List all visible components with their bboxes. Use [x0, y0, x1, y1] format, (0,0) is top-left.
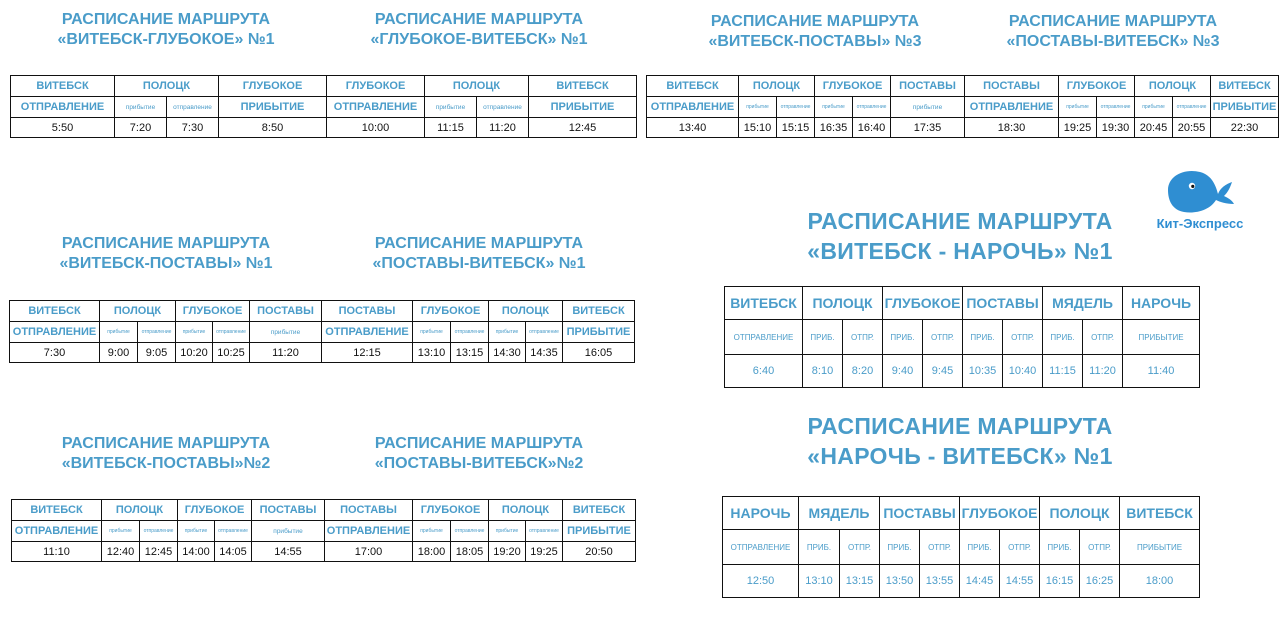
schedule-table-vitebsk-glubokoe-1 — [10, 75, 637, 138]
arrival-label: ПРИБ. — [963, 320, 1003, 355]
station-header: ГЛУБОКОЕ — [413, 500, 489, 521]
arrival-label: прибытие — [178, 521, 215, 542]
station-header: ПОСТАВЫ — [965, 76, 1059, 97]
station-header: ПОЛОЦК — [102, 500, 178, 521]
arrival-label: прибытие — [891, 97, 965, 118]
station-header: ПОСТАВЫ — [325, 500, 413, 521]
departure-label: отправление — [167, 97, 219, 118]
departure-label: отправление — [1173, 97, 1211, 118]
departure-label: отправление — [213, 322, 250, 343]
departure-label: отправление — [1097, 97, 1135, 118]
station-header: ПОСТАВЫ — [963, 287, 1043, 320]
time-cell: 16:40 — [853, 118, 891, 138]
time-cell: 9:05 — [138, 343, 176, 363]
station-header: ГЛУБОКОЕ — [176, 301, 250, 322]
station-header: ВИТЕБСК — [563, 301, 635, 322]
time-cell: 7:30 — [167, 118, 219, 138]
schedule-table-vitebsk-postavy-3 — [646, 75, 1279, 138]
time-cell: 17:00 — [325, 542, 413, 562]
station-header: ПОЛОЦК — [425, 76, 529, 97]
station-header: ГЛУБОКОЕ — [815, 76, 891, 97]
departure-label: ОТПРАВЛЕНИЕ — [12, 521, 102, 542]
arrival-label: прибытие — [489, 521, 526, 542]
time-cell: 10:25 — [213, 343, 250, 363]
time-cell: 12:40 — [102, 542, 140, 562]
route-title-line1: РАСПИСАНИЕ МАРШРУТА — [807, 208, 1113, 234]
arrival-label: прибытие — [115, 97, 167, 118]
station-header: ГЛУБОКОЕ — [219, 76, 327, 97]
station-header: ГЛУБОКОЕ — [960, 497, 1040, 530]
departure-label: ОТПР. — [1083, 320, 1123, 355]
route-title-line2: «ВИТЕБСК-ПОСТАВЫ» №1 — [59, 255, 273, 272]
time-cell: 11:15 — [1043, 355, 1083, 388]
departure-label: ОТПРАВЛЕНИЕ — [647, 97, 739, 118]
station-header: ПОЛОЦК — [1040, 497, 1120, 530]
route-title-line2: «ВИТЕБСК-ПОСТАВЫ»№2 — [61, 455, 271, 472]
schedule-table-naroch-vitebsk-1 — [722, 496, 1200, 598]
departure-label: ОТПРАВЛЕНИЕ — [327, 97, 425, 118]
route-title — [968, 12, 1258, 52]
departure-label: ОТПР. — [920, 530, 960, 565]
departure-label: отправление — [451, 521, 489, 542]
time-cell: 13:15 — [451, 343, 489, 363]
arrival-label: прибытие — [176, 322, 213, 343]
route-title-line2: «ВИТЕБСК-ГЛУБОКОЕ» №1 — [57, 31, 275, 48]
arrival-label: прибытие — [815, 97, 853, 118]
arrival-label: ПРИБЫТИЕ — [1123, 320, 1200, 355]
time-cell: 14:30 — [489, 343, 526, 363]
route-title — [28, 234, 304, 274]
departure-label: отправление — [140, 521, 178, 542]
station-header: ВИТЕБСК — [529, 76, 637, 97]
time-cell: 5:50 — [11, 118, 115, 138]
time-cell: 18:00 — [413, 542, 451, 562]
departure-label: ОТПРАВЛЕНИЕ — [325, 521, 413, 542]
station-header: ПОЛОЦК — [489, 500, 563, 521]
route-title-line1: РАСПИСАНИЕ МАРШРУТА — [61, 435, 271, 452]
time-cell: 13:15 — [840, 565, 880, 598]
time-cell: 17:35 — [891, 118, 965, 138]
time-cell: 7:30 — [10, 343, 100, 363]
route-title — [748, 207, 1172, 267]
time-cell: 11:20 — [477, 118, 529, 138]
arrival-label: ПРИБЫТИЕ — [529, 97, 637, 118]
departure-label: ОТПРАВЛЕНИЕ — [11, 97, 115, 118]
time-cell: 10:20 — [176, 343, 213, 363]
station-header: ПОСТАВЫ — [322, 301, 413, 322]
time-cell: 12:45 — [140, 542, 178, 562]
arrival-label: ПРИБ. — [880, 530, 920, 565]
schedule-table-vitebsk-postavy-2 — [11, 499, 636, 562]
arrival-label: ПРИБ. — [883, 320, 923, 355]
station-header: ГЛУБОКОЕ — [327, 76, 425, 97]
arrival-label: прибытие — [413, 322, 451, 343]
station-header: ПОЛОЦК — [803, 287, 883, 320]
time-cell: 14:35 — [526, 343, 563, 363]
time-cell: 16:35 — [815, 118, 853, 138]
departure-label: отправление — [215, 521, 252, 542]
time-cell: 12:45 — [529, 118, 637, 138]
arrival-label: ПРИБЫТИЕ — [1211, 97, 1279, 118]
arrival-label: прибытие — [250, 322, 322, 343]
time-cell: 12:50 — [723, 565, 799, 598]
arrival-label: ПРИБ. — [803, 320, 843, 355]
arrival-label: ПРИБЫТИЕ — [219, 97, 327, 118]
station-header: ВИТЕБСК — [563, 500, 636, 521]
arrival-label: прибытие — [739, 97, 777, 118]
departure-label: ОТПР. — [923, 320, 963, 355]
station-header: ПОЛОЦК — [100, 301, 176, 322]
route-title — [336, 10, 622, 50]
station-header: ВИТЕБСК — [725, 287, 803, 320]
route-title-line2: «НАРОЧЬ - ВИТЕБСК» №1 — [807, 442, 1113, 469]
departure-label: ОТПРАВЛЕНИЕ — [322, 322, 413, 343]
station-header: ПОЛОЦК — [489, 301, 563, 322]
time-cell: 11:15 — [425, 118, 477, 138]
station-header: ПОСТАВЫ — [250, 301, 322, 322]
arrival-label: прибытие — [1135, 97, 1173, 118]
station-header: ГЛУБОКОЕ — [1059, 76, 1135, 97]
station-header: ПОСТАВЫ — [880, 497, 960, 530]
station-header: ПОЛОЦК — [115, 76, 219, 97]
time-cell: 19:25 — [1059, 118, 1097, 138]
time-cell: 11:10 — [12, 542, 102, 562]
route-title-line1: РАСПИСАНИЕ МАРШРУТА — [374, 435, 584, 452]
time-cell: 18:30 — [965, 118, 1059, 138]
schedule-table-vitebsk-naroch-1 — [724, 286, 1200, 388]
time-cell: 14:55 — [1000, 565, 1040, 598]
route-title-line2: «ГЛУБОКОЕ-ВИТЕБСК» №1 — [370, 31, 588, 48]
time-cell: 16:15 — [1040, 565, 1080, 598]
departure-label: ОТПР. — [1003, 320, 1043, 355]
arrival-label: прибытие — [425, 97, 477, 118]
time-cell: 9:45 — [923, 355, 963, 388]
time-cell: 19:30 — [1097, 118, 1135, 138]
arrival-label: ПРИБ. — [1040, 530, 1080, 565]
departure-label: ОТПРАВЛЕНИЕ — [965, 97, 1059, 118]
station-header: ПОЛОЦК — [739, 76, 815, 97]
arrival-label: прибытие — [413, 521, 451, 542]
route-title — [748, 412, 1172, 472]
station-header: ВИТЕБСК — [1211, 76, 1279, 97]
station-header: МЯДЕЛЬ — [1043, 287, 1123, 320]
time-cell: 8:20 — [843, 355, 883, 388]
departure-label: ОТПРАВЛЕНИЕ — [725, 320, 803, 355]
station-header: ГЛУБОКОЕ — [413, 301, 489, 322]
station-header: ВИТЕБСК — [647, 76, 739, 97]
route-title-line2: «ПОСТАВЫ-ВИТЕБСК» №1 — [372, 255, 586, 272]
route-title-line1: РАСПИСАНИЕ МАРШРУТА — [61, 235, 271, 252]
time-cell: 8:10 — [803, 355, 843, 388]
departure-label: ОТПР. — [1080, 530, 1120, 565]
station-header: ВИТЕБСК — [12, 500, 102, 521]
arrival-label: прибытие — [252, 521, 325, 542]
arrival-label: прибытие — [489, 322, 526, 343]
station-header: ГЛУБОКОЕ — [178, 500, 252, 521]
station-header: ПОСТАВЫ — [252, 500, 325, 521]
station-header: ПОСТАВЫ — [891, 76, 965, 97]
time-cell: 15:10 — [739, 118, 777, 138]
time-cell: 10:00 — [327, 118, 425, 138]
arrival-label: ПРИБ. — [960, 530, 1000, 565]
time-cell: 15:15 — [777, 118, 815, 138]
time-cell: 14:00 — [178, 542, 215, 562]
station-header: ПОЛОЦК — [1135, 76, 1211, 97]
departure-label: отправление — [526, 322, 563, 343]
station-header: ВИТЕБСК — [1120, 497, 1200, 530]
departure-label: ОТПР. — [843, 320, 883, 355]
time-cell: 14:55 — [252, 542, 325, 562]
route-title — [670, 12, 960, 52]
departure-label: ОТПР. — [840, 530, 880, 565]
departure-label: отправление — [853, 97, 891, 118]
route-title-line1: РАСПИСАНИЕ МАРШРУТА — [61, 11, 271, 28]
route-title-line2: «ВИТЕБСК-ПОСТАВЫ» №3 — [708, 33, 922, 50]
time-cell: 18:05 — [451, 542, 489, 562]
departure-label: отправление — [477, 97, 529, 118]
route-title-line2: «ВИТЕБСК - НАРОЧЬ» №1 — [807, 237, 1113, 264]
route-title — [336, 434, 622, 474]
station-header: ГЛУБОКОЕ — [883, 287, 963, 320]
time-cell: 13:55 — [920, 565, 960, 598]
route-title — [336, 234, 622, 274]
station-header: ВИТЕБСК — [11, 76, 115, 97]
route-title-line2: «ПОСТАВЫ-ВИТЕБСК»№2 — [374, 455, 584, 472]
time-cell: 10:40 — [1003, 355, 1043, 388]
departure-label: ОТПРАВЛЕНИЕ — [10, 322, 100, 343]
departure-label: ОТПРАВЛЕНИЕ — [723, 530, 799, 565]
arrival-label: ПРИБ. — [1043, 320, 1083, 355]
time-cell: 19:25 — [526, 542, 563, 562]
time-cell: 22:30 — [1211, 118, 1279, 138]
station-header: ВИТЕБСК — [10, 301, 100, 322]
whale-icon — [1162, 166, 1238, 214]
departure-label: отправление — [138, 322, 176, 343]
time-cell: 13:10 — [413, 343, 451, 363]
schedule-table-vitebsk-postavy-1 — [9, 300, 635, 363]
station-header: МЯДЕЛЬ — [799, 497, 880, 530]
time-cell: 11:40 — [1123, 355, 1200, 388]
time-cell: 8:50 — [219, 118, 327, 138]
departure-label: отправление — [777, 97, 815, 118]
route-title-line2: «ПОСТАВЫ-ВИТЕБСК» №3 — [1006, 33, 1220, 50]
brand-name: Кит-Экспресс — [1156, 216, 1244, 231]
arrival-label: ПРИБ. — [799, 530, 840, 565]
route-title-line1: РАСПИСАНИЕ МАРШРУТА — [1008, 13, 1218, 30]
route-title-line1: РАСПИСАНИЕ МАРШРУТА — [374, 11, 584, 28]
arrival-label: прибытие — [1059, 97, 1097, 118]
time-cell: 16:25 — [1080, 565, 1120, 598]
arrival-label: прибытие — [102, 521, 140, 542]
route-title — [28, 10, 304, 50]
arrival-label: ПРИБЫТИЕ — [563, 322, 635, 343]
station-header: НАРОЧЬ — [1123, 287, 1200, 320]
time-cell: 19:20 — [489, 542, 526, 562]
time-cell: 16:05 — [563, 343, 635, 363]
time-cell: 13:50 — [880, 565, 920, 598]
departure-label: отправление — [526, 521, 563, 542]
route-title-line1: РАСПИСАНИЕ МАРШРУТА — [807, 413, 1113, 439]
time-cell: 11:20 — [250, 343, 322, 363]
route-title — [28, 434, 304, 474]
station-header: НАРОЧЬ — [723, 497, 799, 530]
time-cell: 20:55 — [1173, 118, 1211, 138]
departure-label: ОТПР. — [1000, 530, 1040, 565]
time-cell: 11:20 — [1083, 355, 1123, 388]
time-cell: 9:00 — [100, 343, 138, 363]
time-cell: 20:50 — [563, 542, 636, 562]
time-cell: 14:45 — [960, 565, 1000, 598]
time-cell: 18:00 — [1120, 565, 1200, 598]
route-title-line1: РАСПИСАНИЕ МАРШРУТА — [374, 235, 584, 252]
time-cell: 12:15 — [322, 343, 413, 363]
time-cell: 13:10 — [799, 565, 840, 598]
time-cell: 14:05 — [215, 542, 252, 562]
time-cell: 20:45 — [1135, 118, 1173, 138]
arrival-label: прибытие — [100, 322, 138, 343]
time-cell: 10:35 — [963, 355, 1003, 388]
time-cell: 9:40 — [883, 355, 923, 388]
time-cell: 13:40 — [647, 118, 739, 138]
departure-label: отправление — [451, 322, 489, 343]
time-cell: 7:20 — [115, 118, 167, 138]
route-title-line1: РАСПИСАНИЕ МАРШРУТА — [710, 13, 920, 30]
arrival-label: ПРИБЫТИЕ — [563, 521, 636, 542]
time-cell: 6:40 — [725, 355, 803, 388]
arrival-label: ПРИБЫТИЕ — [1120, 530, 1200, 565]
